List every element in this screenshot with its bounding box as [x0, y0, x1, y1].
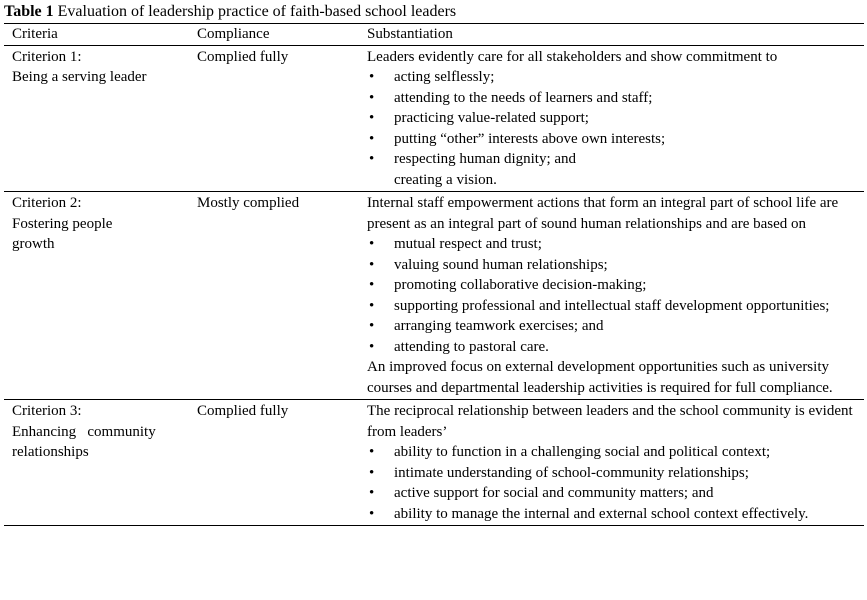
list-item: • ability to manage the internal and external school context effectively.	[367, 504, 864, 525]
criterion-name: Fostering people	[12, 215, 113, 232]
list-item: • putting “other” interests above own interests;	[367, 129, 864, 150]
bullet-icon: •	[369, 505, 375, 522]
criterion-number: Criterion 3:	[12, 403, 82, 419]
bullet-icon: •	[369, 464, 375, 481]
substantiation-intro: The reciprocal relationship between leaders and the school community is evident from leaders’	[367, 403, 853, 440]
header-criteria: Criteria	[4, 24, 189, 46]
list-item: • supporting professional and intellectual staff development opportunities;	[367, 296, 864, 317]
bullet-icon: •	[369, 338, 375, 355]
bullet-list	[367, 234, 864, 357]
list-item: • attending to pastoral care.	[367, 337, 864, 358]
substantiation-cell	[359, 45, 864, 192]
bullet-icon: •	[369, 485, 375, 501]
list-item: • attending to the needs of learners and staff;	[367, 88, 864, 109]
compliance-cell: Complied fully	[189, 400, 359, 526]
list-item: • intimate understanding of school-community relationships;	[367, 463, 864, 484]
compliance-cell: Mostly complied	[189, 192, 359, 400]
table-row	[4, 45, 864, 192]
criterion-cell	[4, 192, 189, 400]
criterion-name-cont: growth	[12, 236, 55, 252]
bullet-icon: •	[369, 277, 375, 293]
criterion-name: Enhancing community	[12, 423, 156, 440]
bullet-icon: •	[369, 110, 375, 126]
criterion-name: Being a serving leader	[12, 69, 147, 85]
header-substantiation: Substantiation	[359, 24, 864, 46]
bullet-icon: •	[369, 256, 375, 273]
bullet-list	[367, 442, 864, 524]
header-compliance: Compliance	[189, 24, 359, 46]
bullet-list	[367, 67, 864, 170]
substantiation-intro: Leaders evidently care for all stakeholders and show commitment to	[367, 48, 778, 65]
evaluation-table	[4, 23, 864, 526]
compliance-cell: Complied fully	[189, 45, 359, 192]
criterion-name-cont: relationships	[12, 444, 89, 460]
header-row	[4, 24, 864, 46]
criterion-cell	[4, 400, 189, 526]
table-row	[4, 192, 864, 400]
bullet-icon: •	[369, 318, 375, 334]
list-item: • valuing sound human relationships;	[367, 255, 864, 276]
bullet-icon: •	[369, 89, 375, 106]
substantiation-cell	[359, 400, 864, 526]
list-item: • mutual respect and trust;	[367, 234, 864, 255]
bullet-icon: •	[369, 444, 375, 460]
list-item: • respecting human dignity; and	[367, 149, 864, 170]
criterion-number: Criterion 2:	[12, 195, 82, 211]
criterion-cell	[4, 45, 189, 192]
list-item: • arranging teamwork exercises; and	[367, 316, 864, 337]
bullet-icon: •	[369, 297, 375, 314]
bullet-icon: •	[369, 69, 375, 85]
substantiation-intro: Internal staff empowerment actions that form an integral part of school life are present as an integral part of sound human relationships and are based on	[367, 195, 839, 232]
table-row	[4, 400, 864, 526]
criterion-number: Criterion 1:	[12, 48, 82, 65]
table-caption	[4, 3, 456, 21]
bullet-icon: •	[369, 236, 375, 252]
substantiation-tail: creating a vision.	[394, 171, 497, 188]
list-item: • acting selflessly;	[367, 67, 864, 88]
bullet-icon: •	[369, 130, 375, 147]
list-item: • promoting collaborative decision-making;	[367, 275, 864, 296]
table-number: Table 1	[4, 3, 54, 20]
list-item: • practicing value-related support;	[367, 108, 864, 129]
table-title: Evaluation of leadership practice of faith-based school leaders	[57, 3, 457, 20]
bullet-icon: •	[369, 151, 375, 167]
list-item: • active support for social and community matters; and	[367, 483, 864, 504]
substantiation-note: An improved focus on external development opportunities such as university courses and departmental leadership activities is required for full compliance.	[367, 359, 833, 396]
list-item: • ability to function in a challenging social and political context;	[367, 442, 864, 463]
substantiation-cell	[359, 192, 864, 400]
